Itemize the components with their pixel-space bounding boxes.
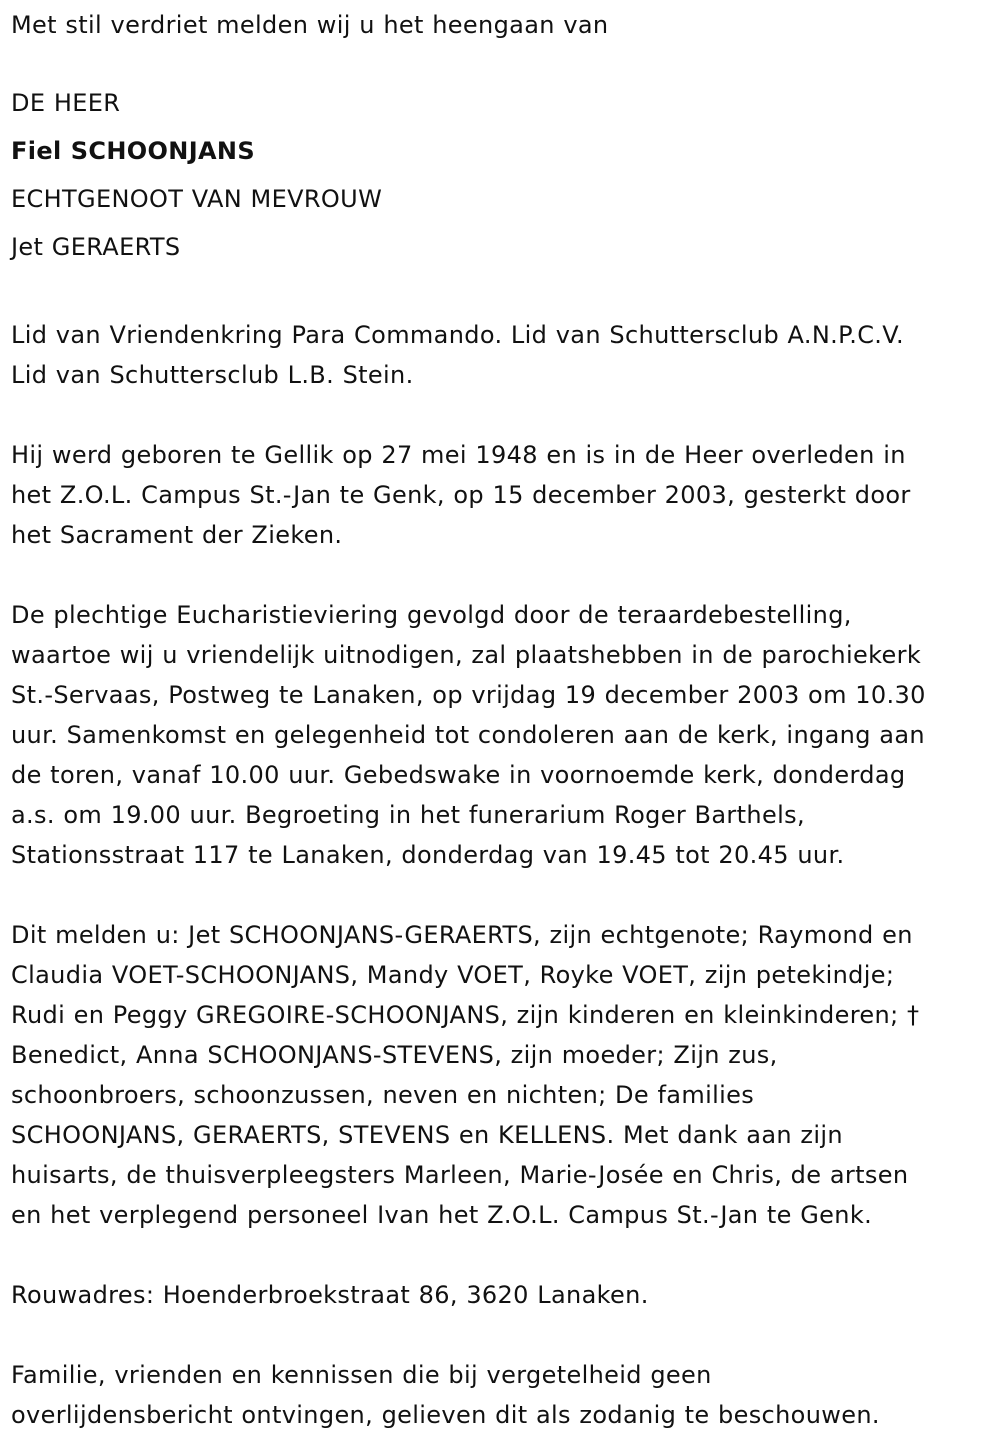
closing-line: Familie, vrienden en kennissen die bij vergetelheid geen (11, 1361, 712, 1389)
announcers-line: Benedict, Anna SCHOONJANS-STEVENS, zijn moeder; Zijn zus, (11, 1041, 778, 1069)
announcers-line: Dit melden u: Jet SCHOONJANS-GERAERTS, zijn echtgenote; Raymond en (11, 921, 913, 949)
birth-death-line: het Z.O.L. Campus St.-Jan te Genk, op 15 december 2003, gesterkt door (11, 481, 911, 509)
birth-death-line: Hij werd geboren te Gellik op 27 mei 1948 en is in de Heer overleden in (11, 441, 906, 469)
address-paragraph (11, 1275, 991, 1315)
ceremony-paragraph (11, 595, 991, 875)
deceased-title: DE HEER (11, 89, 121, 117)
announcers-line: huisarts, de thuisverpleegsters Marleen, Marie-Josée en Chris, de artsen (11, 1161, 909, 1189)
mourning-address: Rouwadres: Hoenderbroekstraat 86, 3620 Lanaken. (11, 1281, 649, 1309)
closing-paragraph (11, 1355, 991, 1435)
birth-death-line: het Sacrament der Zieken. (11, 521, 343, 549)
closing-line: overlijdensbericht ontvingen, gelieven dit als zodanig te beschouwen. (11, 1401, 880, 1429)
ceremony-line: waartoe wij u vriendelijk uitnodigen, zal plaatshebben in de parochiekerk (11, 641, 922, 669)
birth-death-paragraph (11, 435, 991, 555)
spouse-name: Jet GERAERTS (11, 233, 181, 261)
intro-text: Met stil verdriet melden wij u het heengaan van (11, 11, 609, 39)
deceased-name: Fiel SCHOONJANS (11, 137, 255, 165)
membership-line: Lid van Schuttersclub L.B. Stein. (11, 361, 414, 389)
ceremony-line: De plechtige Eucharistieviering gevolgd door de teraardebestelling, (11, 601, 852, 629)
ceremony-line: St.-Servaas, Postweg te Lanaken, op vrijdag 19 december 2003 om 10.30 (11, 681, 926, 709)
memberships-paragraph (11, 315, 991, 395)
ceremony-line: uur. Samenkomst en gelegenheid tot condoleren aan de kerk, ingang aan (11, 721, 925, 749)
announcers-line: SCHOONJANS, GERAERTS, STEVENS en KELLENS. Met dank aan zijn (11, 1121, 843, 1149)
ceremony-line: a.s. om 19.00 uur. Begroeting in het funerarium Roger Barthels, (11, 801, 805, 829)
announcers-line: en het verplegend personeel Ivan het Z.O.L. Campus St.-Jan te Genk. (11, 1201, 873, 1229)
announcers-line: Claudia VOET-SCHOONJANS, Mandy VOET, Royke VOET, zijn petekindje; (11, 961, 895, 989)
obituary-document (11, 0, 991, 1435)
deceased-block (11, 79, 991, 271)
ceremony-line: Stationsstraat 117 te Lanaken, donderdag van 19.45 tot 20.45 uur. (11, 841, 845, 869)
announcers-line: schoonbroers, schoonzussen, neven en nichten; De families (11, 1081, 755, 1109)
announcers-paragraph (11, 915, 991, 1235)
membership-line: Lid van Vriendenkring Para Commando. Lid van Schuttersclub A.N.P.C.V. (11, 321, 904, 349)
ceremony-line: de toren, vanaf 10.00 uur. Gebedswake in voornoemde kerk, donderdag (11, 761, 906, 789)
relation-label: ECHTGENOOT VAN MEVROUW (11, 185, 383, 213)
announcers-line: Rudi en Peggy GREGOIRE-SCHOONJANS, zijn kinderen en kleinkinderen; † (11, 1001, 920, 1029)
